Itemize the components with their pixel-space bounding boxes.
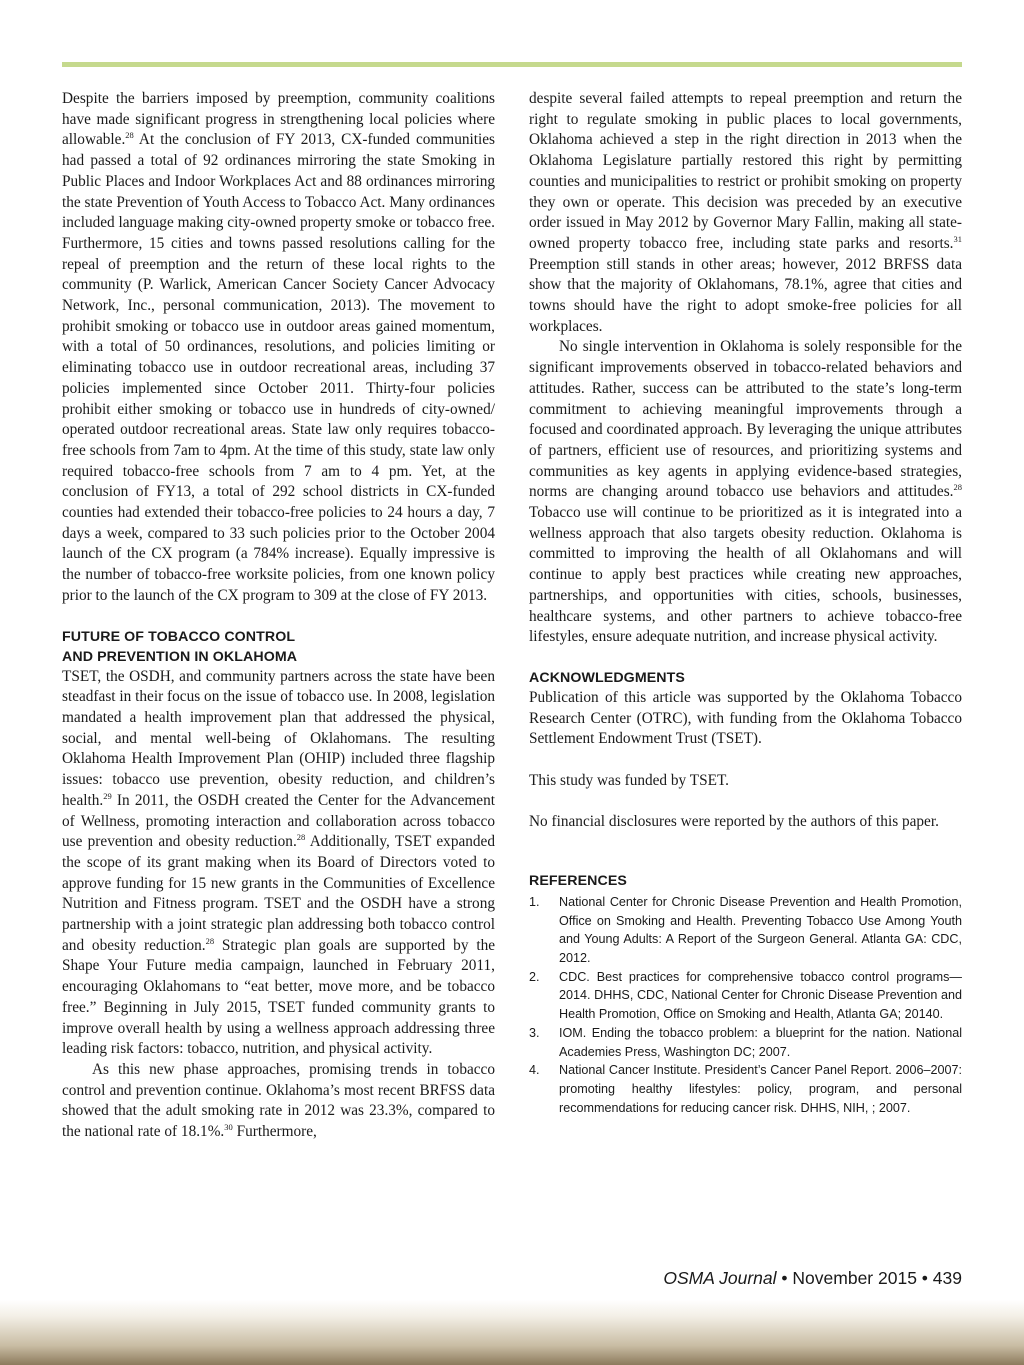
citation-sup: 28 xyxy=(205,935,215,946)
left-column xyxy=(62,89,495,1143)
left-paragraph-1: Despite the barriers imposed by preemption, community coalitions have made significant progress in strengthening local policies where allowable.$^{28}$ At the conclusion of FY 2013, CX-funded communities had passed a total of 92 ordinances mirroring the state Smoking in Public Places and Indoor Workplaces Act and 88 ordinances mirroring the state Prevention of Youth Access to Tobacco Act. Many ordinances included language making city-owned property smoke or tobacco free. Furthermore, 15 cities and towns passed resolutions calling for the repeal of preemption and the return of these local rights to the community (P. Warlick, American Cancer Society Cancer Advocacy Network, Inc., personal communication, 2013). The movement to prohibit smoking or tobacco use in outdoor areas gained momentum, with a total of 50 ordinances, resolutions, and policies limiting or eliminating tobacco use in outdoor recreational areas, including 37 policies implemented since October 2011. Thirty-four policies prohibit either smoking or tobacco use in hundreds of city-owned/ operated outdoor recreational areas. State law only requires tobacco-free schools from 7am to 4pm. At the time of this study, state law only required tobacco-free schools from 7 am to 4 pm. Yet, at the conclusion of FY13, a total of 292 school districts in CX-funded counties had extended their tobacco-free policies to 24 hours a day, 7 days a week, compared to 33 such policies prior to the October 2004 launch of the CX program (a 784% increase). Equally impressive is the number of tobacco-free worksite policies, from one known policy prior to the launch of the CX program to 309 at the close of FY 2013. xyxy=(62,90,495,604)
ack-paragraph-1: Publication of this article was supported by the Oklahoma Tobacco Research Center (OTRC), with funding from the Oklahoma Tobacco Settlement Endowment Trust (TSET). xyxy=(529,688,962,748)
top-rule xyxy=(62,62,962,67)
reference-item xyxy=(529,968,962,1024)
heading-line-2: AND PREVENTION IN OKLAHOMA xyxy=(62,648,298,665)
ack-paragraph-3: No financial disclosures were reported by the authors of this paper. xyxy=(529,813,939,831)
left-paragraph-3: As this new phase approaches, promising trends in tobacco control and prevention continue. Oklahoma’s most recent BRFSS data showed that the adult smoking rate in 2012 was 23.3%, compared to the national rate of 18.1%.$^{30}$ Furthermore, xyxy=(62,1060,495,1141)
right-paragraph-1: despite several failed attempts to repeal preemption and return the right to regulate smoking in public places to local governments, Oklahoma achieved a step in the right direction in 2013 when the Oklahoma Legislature partially restored this right by permitting counties and municipalities to restrict or prohibit smoking on property they own or operate. This decision was preceded by an executive order issued in May 2012 by Governor Mary Fallin, making all state-owned property tobacco free, including state parks and resorts.$^{31}$ Preemption still stands in other areas; however, 2012 BRFSS data show that the majority of Oklahomans, 78.1%, agree that cities and towns should have the right to adopt smoke-free policies for all workplaces. xyxy=(529,90,962,335)
citation-sup: 29 xyxy=(103,790,112,801)
reference-text: CDC. Best practices for comprehensive tobacco control programs—2014. DHHS, CDC, National Center for Chronic Disease Prevention and Health Promotion, Office on Smoking and Health, Atlanta GA; 20140. xyxy=(559,969,962,1022)
citation-sup: 28 xyxy=(296,832,306,843)
footer-separator: • xyxy=(916,1268,933,1288)
right-column xyxy=(529,89,962,1117)
issue-date: November 2015 xyxy=(792,1268,917,1288)
section-heading-acknowledgments: ACKNOWLEDGMENTS xyxy=(529,669,685,686)
left-paragraph-2: TSET, the OSDH, and community partners across the state have been steadfast in their focus on the issue of tobacco use. In 2008, legislation mandated a health improvement plan that addressed the physical, social, and mental well-being of Oklahomans. The resulting Oklahoma Health Improvement Plan (OHIP) included three flagship issues: tobacco use prevention, obesity reduction, and children’s health.$^{29}$ In 2011, the OSDH created the Center for the Advancement of Wellness, promoting interaction and collaboration across tobacco use prevention and obesity reduction.$^{28}$ Additionally, TSET expanded the scope of its grant making when its Board of Directors voted to approve funding for 15 new grants in the Communities of Excellence Nutrition and Fitness program. TSET and the OSDH have a strong partnership with a joint strategic plan addressing both tobacco control and obesity reduction.$^{28}$ Strategic plan goals are supported by the Shape Your Future media campaign, launched in February 2011, encouraging Oklahomans to “eat better, move more, and be tobacco free.” Beginning in July 2015, TSET funded community grants to improve overall health by using a wellness approach addressing three leading risk factors: tobacco, nutrition, and physical activity. xyxy=(62,667,496,1058)
reference-item xyxy=(529,893,962,968)
journal-name: OSMA Journal xyxy=(663,1268,777,1288)
citation-sup: 28 xyxy=(125,130,134,141)
reference-text: National Cancer Institute. President’s Cancer Panel Report. 2006–2007: promoting healthy lifestyles: policy, program, and personal recommendations for reducing cancer risk. DHHS, NIH, ; 2007. xyxy=(559,1063,962,1115)
footer-separator: • xyxy=(776,1268,793,1288)
heading-line-1: FUTURE OF TOBACCO CONTROL xyxy=(62,628,296,645)
ack-paragraph-2: This study was funded by TSET. xyxy=(529,771,729,789)
citation-sup: 30 xyxy=(224,1121,233,1132)
reference-number: 4. xyxy=(529,1063,540,1078)
bottom-decorative-band xyxy=(0,1300,1024,1365)
reference-number: 1. xyxy=(529,894,540,909)
reference-number: 2. xyxy=(529,969,540,984)
page-footer xyxy=(663,1268,962,1289)
section-heading-future xyxy=(62,627,495,667)
reference-list xyxy=(529,893,962,1117)
reference-text: IOM. Ending the tobacco problem: a blueprint for the nation. National Academies Press, Washington DC; 2007. xyxy=(559,1025,962,1059)
page-number: 439 xyxy=(932,1268,962,1288)
citation-sup: 31 xyxy=(953,233,962,244)
reference-item xyxy=(529,1024,962,1061)
reference-number: 3. xyxy=(529,1025,540,1040)
citation-sup: 28 xyxy=(953,482,962,493)
right-paragraph-2: No single intervention in Oklahoma is solely responsible for the significant improvements observed in tobacco-related behaviors and attitudes. Rather, success can be attributed to the state’s long-term commitment to achieving meaningful improvements through a focused and coordinated approach. By leveraging the unique attributes of partners, efficient use of resources, and prioritizing systems and communities as key agents in applying evidence-based strategies, norms are changing around tobacco use behaviors and attitudes.$^{28}$ Tobacco use will continue to be prioritized as it is integrated into a wellness approach that also targets obesity reduction. Oklahoma is committed to improving the health of all Oklahomans and will continue to apply best practices while creating new approaches, partnerships, and opportunities with cities, schools, businesses, healthcare systems, and other partners to achieve tobacco-free lifestyles, ensure adequate nutrition, and increase physical activity. xyxy=(529,338,962,646)
reference-text: National Center for Chronic Disease Prevention and Health Promotion, Office on Smoking and Health. Preventing Tobacco Use Among Youth and Young Adults: A Report of the Surgeon General. Atlanta GA: CDC, 2012. xyxy=(559,894,962,965)
reference-item xyxy=(529,1061,962,1117)
section-heading-references: REFERENCES xyxy=(529,872,627,889)
